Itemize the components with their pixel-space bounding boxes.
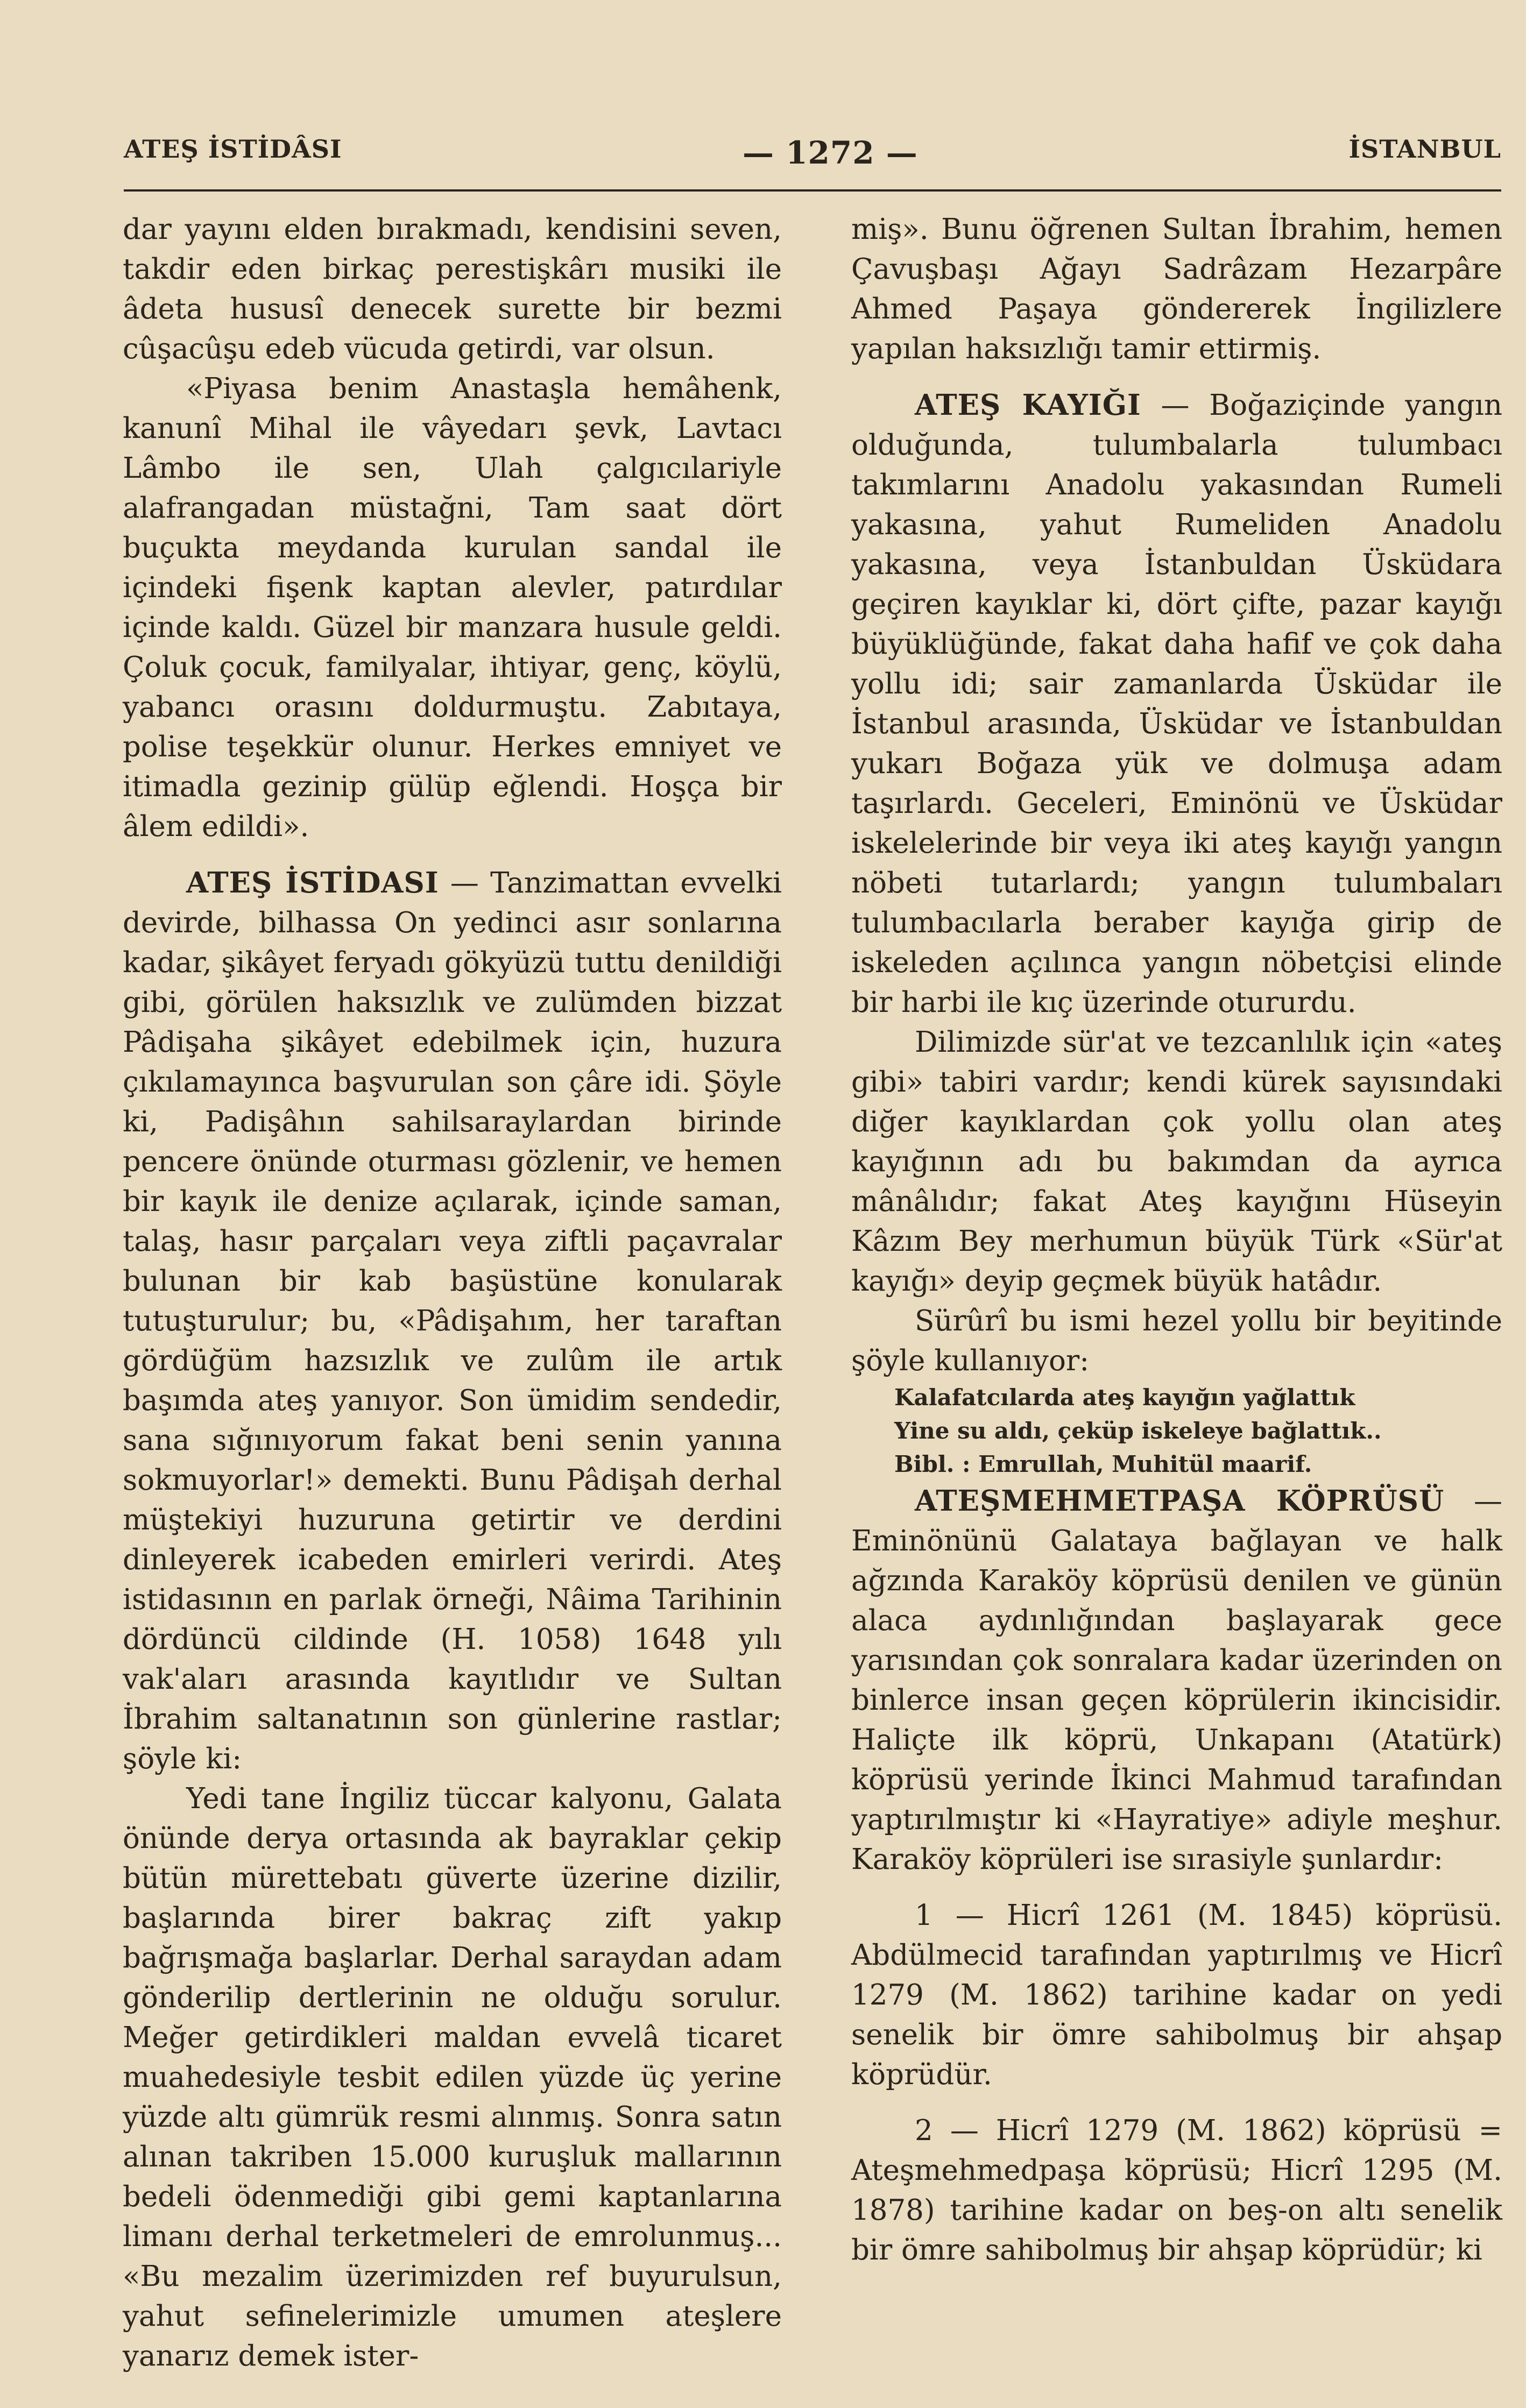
entry-text: — Eminönünü Galataya bağlayan ve halk ağzında Karaköy köprüsü denilen ve günün alaca aydınlığından başlayarak gece yarısından çok sonralara kadar üzerinden on binlerce insan geçen köprülerin ikincisidir. Haliçte ilk köprü, Unkapanı (Atatürk) köprüsü yerinde İkinci Mahmud tarafından yaptırılmıştır ki «Hayratiye» adiyle meşhur. Karaköy köprüleri ise sırasiyle şunlardır:	[851, 1485, 1502, 1876]
entry-heading: ATEŞ İSTİDASI	[186, 866, 439, 900]
paragraph: «Piyasa benim Anastaşla hemâhenk, kanunî Mihal ile vâyedarı şevk, Lavtacı Lâmbo ile sen, Ulah çalgıcılariyle alafrangadan müstağni, Tam saat dört buçukta meydanda kurulan sandal ile içindeki fişenk kaptan alevler, patırdılar içinde kaldı. Güzel bir manzara husule geldi. Çoluk çocuk, familyalar, ihtiyar, genç, köylü, yabancı orasını doldurmuştu. Zabıtaya, polise teşekkür olunur. Herkes emniyet ve itimadla gezinip gülüp eğlendi. Hoşça bir âlem edildi».	[123, 372, 782, 843]
paragraph: Dilimizde sür'at ve tezcanlılık için «ateş gibi» tabiri vardır; kendi kürek sayısındaki diğer kayıklardan çok yollu olan ateş kayığının adı bu bakımdan da ayrıca mânâlıdır; fakat Ateş kayığını Hüseyin Kâzım Bey merhumun büyük Türk «Sür'at kayığı» deyip geçmek büyük hatâdır.	[851, 1026, 1502, 1298]
entry-ates-istidasi	[123, 863, 782, 1779]
header-rule	[124, 189, 1501, 192]
header-section-title: ATEŞ İSTİDÂSI	[124, 134, 342, 164]
paragraph: miş». Bunu öğrenen Sultan İbrahim, hemen Çavuşbaşı Ağayı Sadrâzam Hezarpâre Ahmed Paşaya göndererek İngilizlere yapılan haksızlığı tamir ettirmiş.	[851, 213, 1502, 365]
entry-heading: ATEŞ KAYIĞI	[915, 388, 1141, 422]
bibliography	[851, 1448, 1502, 1481]
bibliography-text: Emrullah, Muhitül maarif.	[970, 1451, 1312, 1477]
paragraph: Sürûrî bu ismi hezel yollu bir beyitinde şöyle kullanıyor:	[851, 1305, 1502, 1377]
verse-quote	[851, 1381, 1502, 1448]
entry-atesmehmetpasa-koprusu	[851, 1481, 1502, 1880]
verse-line: Kalafatcılarda ateş kayığın yağlattık	[894, 1384, 1355, 1411]
header-volume-title: İSTANBUL	[1348, 134, 1501, 164]
list-item: 2 — Hicrî 1279 (M. 1862) köprüsü = Ateşmehmedpaşa köprüsü; Hicrî 1295 (M. 1878) tarihine kadar on beş-on altı senelik bir ömre sahibolmuş bir ahşap köprüdür; ki	[851, 2114, 1502, 2267]
entry-text: — Boğaziçinde yangın olduğunda, tulumbalarla tulumbacı takımlarını Anadolu yakasından Rumeli yakasına, yahut Rumeliden Anadolu yakasına, veya İstanbuldan Üsküdara geçiren kayıklar ki, dört çifte, pazar kayığı büyüklüğünde, fakat daha hafif ve çok daha yollu idi; sair zamanlarda Üsküdar ile İstanbul arasında, Üsküdar ve İstanbuldan yukarı Boğaza yük ve dolmuşa adam taşırlardı. Geceleri, Eminönü ve Üsküdar iskelelerinde bir veya iki ateş kayığı yangın nöbeti tutarlardı; yangın tulumbaları tulumbacılarla beraber kayığa girip de iskeleden açılınca yangın nöbetçisi elinde bir harbi ile kıç üzerinde otururdu.	[851, 389, 1502, 1019]
verse-line: Yine su aldı, çeküp iskeleye bağlattık..	[894, 1418, 1382, 1444]
entry-text: — Tanzimattan evvelki devirde, bilhassa On yedinci asır sonlarına kadar, şikâyet feryadı gökyüzü tuttu denildiği gibi, görülen haksızlık ve zulümden bizzat Pâdişaha şikâyet edebilmek için, huzura çıkılamayınca başvurulan son çâre idi. Şöyle ki, Padişâhın sahilsaraylardan birinde pencere önünde oturması gözlenir, ve hemen bir kayık ile denize açılarak, içinde saman, talaş, hasır parçaları veya ziftli paçavralar bulunan bir kab başüstüne konularak tutuşturulur; bu, «Pâdişahım, her taraftan gördüğüm hazsızlık ve zulûm ile artık başımda ateş yanıyor. Son ümidim sendedir, sana sığınıyorum fakat beni senin yanına sokmuyorlar!» demekti. Bunu Pâdişah derhal müştekiyi huzuruna getirtir ve derdini dinleyerek icabeden emirleri verirdi. Ateş istidasının en parlak örneği, Nâima Tarihinin dördüncü cildinde (H. 1058) 1648 yılı vak'aları arasında kayıtlıdır ve Sultan İbrahim saltanatının son günlerine rastlar; şöyle ki:	[123, 867, 782, 1775]
right-column	[851, 210, 1502, 2270]
running-header	[124, 134, 1501, 183]
paragraph: Yedi tane İngiliz tüccar kalyonu, Galata önünde derya ortasında ak bayraklar çekip bütün mürettebatı güverte üzerine dizilir, başlarında birer bakraç zift yakıp bağrışmağa başlarlar. Derhal saraydan adam gönderilip dertlerinin ne olduğu sorulur. Meğer getirdikleri maldan evvelâ ticaret muahedesiyle tesbit edilen yüzde üç yerine yüzde altı gümrük resmi alınmış. Sonra satın alınan takriben 15.000 kuruşluk mallarının bedeli ödenmediği gibi gemi kaptanlarına limanı derhal terketmeleri de emrolunmuş... «Bu mezalim üzerimizden ref buyurulsun, yahut sefinelerimizle umumen ateşlere yanarız demek ister-	[123, 1782, 782, 2372]
list-item: 1 — Hicrî 1261 (M. 1845) köprüsü. Abdülmecid tarafından yaptırılmış ve Hicrî 1279 (M. 1862) tarihine kadar on yedi senelik bir ömre sahibolmuş bir ahşap köprüdür.	[851, 1899, 1502, 2091]
entry-heading: ATEŞMEHMETPAŞA KÖPRÜSÜ	[915, 1484, 1445, 1518]
entry-ates-kayigi	[851, 385, 1502, 1023]
page-number: — 1272 —	[743, 134, 918, 171]
left-column	[123, 210, 782, 2376]
bibliography-label: Bibl. :	[894, 1451, 971, 1477]
paragraph: dar yayını elden bırakmadı, kendisini seven, takdir eden birkaç perestişkârı musiki ile âdeta hususî denecek surette bir bezmi cûşacûşu edeb vücuda getirdi, var olsun.	[123, 213, 782, 365]
